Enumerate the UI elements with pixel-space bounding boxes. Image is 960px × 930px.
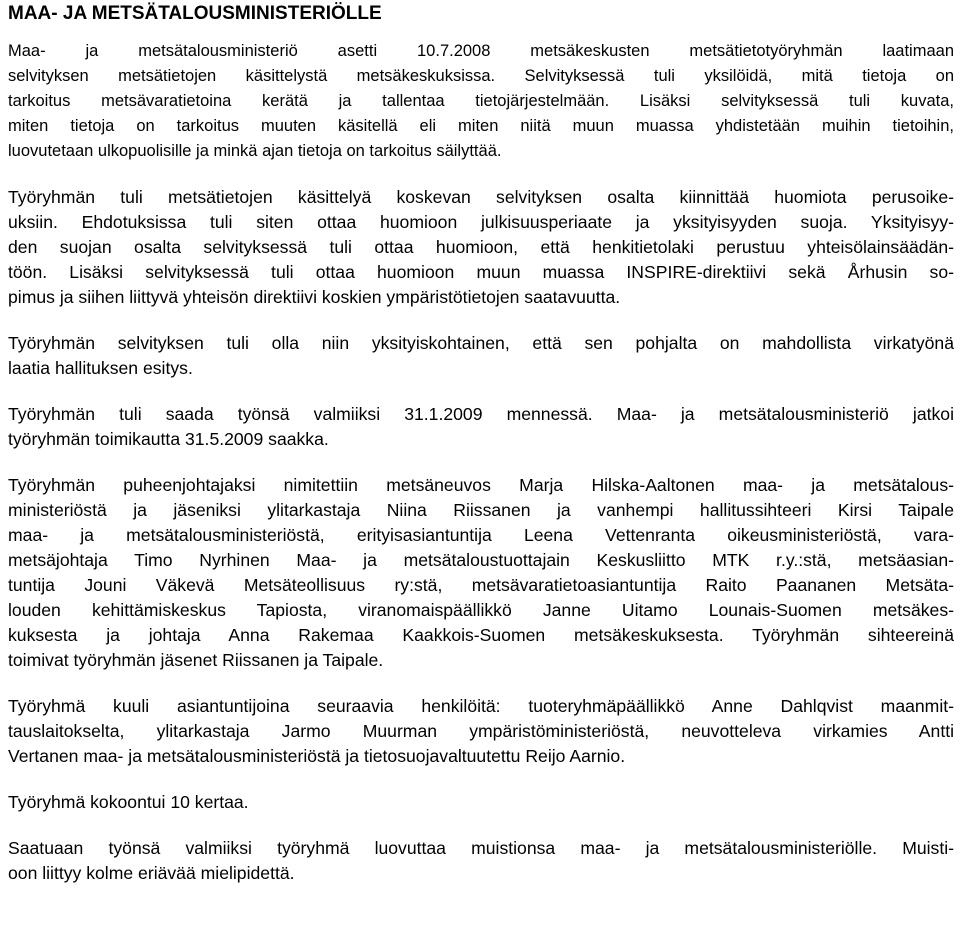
paragraph-line: laatia hallituksen esitys. bbox=[8, 358, 193, 378]
paragraph bbox=[8, 473, 954, 673]
paragraph-line: töön. Lisäksi selvityksessä tuli ottaa huomioon muun muassa INSPIRE-direktiivi sekä Århusin so- bbox=[8, 262, 954, 282]
paragraph-line: maa- ja metsätalousministeriöstä, erityisasiantuntija Leena Vettenranta oikeusministeriöstä, vara- bbox=[8, 525, 954, 545]
paragraph bbox=[8, 836, 954, 886]
paragraph-line: luovutetaan ulkopuolisille ja minkä ajan tietoja on tarkoitus säilyttää. bbox=[8, 142, 502, 160]
paragraph-line: työryhmän toimikautta 31.5.2009 saakka. bbox=[8, 429, 329, 449]
paragraph-line: Saatuaan työnsä valmiiksi työryhmä luovuttaa muistionsa maa- ja metsätalousministeriölle. Muisti- bbox=[8, 838, 954, 858]
paragraph bbox=[8, 790, 954, 815]
paragraph-line: Työryhmän tuli metsätietojen käsittelyä koskevan selvityksen osalta kiinnittää huomiota perusoike- bbox=[8, 187, 954, 207]
paragraph-line: Työryhmän tuli saada työnsä valmiiksi 31.1.2009 mennessä. Maa- ja metsätalousministeriö jatkoi bbox=[8, 404, 954, 424]
paragraph-line: Työryhmän selvityksen tuli olla niin yksityiskohtainen, että sen pohjalta on mahdollista virkatyönä bbox=[8, 333, 954, 353]
paragraph-line: oon liittyy kolme eriävää mielipidettä. bbox=[8, 863, 295, 883]
paragraph-line: selvityksen metsätietojen käsittelystä metsäkeskuksissa. Selvityksessä tuli yksilöidä, mitä tietoja on bbox=[8, 67, 954, 85]
paragraph bbox=[8, 694, 954, 769]
document-page bbox=[8, 0, 954, 886]
paragraph-line: Työryhmä kuuli asiantuntijoina seuraavia henkilöitä: tuoteryhmäpäällikkö Anne Dahlqvist maanmit- bbox=[8, 696, 954, 716]
paragraph bbox=[8, 331, 954, 381]
paragraph-line: tauslaitokselta, ylitarkastaja Jarmo Muurman ympäristöministeriöstä, neuvotteleva virkamies Antti bbox=[8, 721, 954, 741]
paragraph-line: miten tietoja on tarkoitus muuten käsitellä eli miten niitä muun muassa yhdistetään muihin tietoihin, bbox=[8, 117, 954, 135]
paragraph-line: uksiin. Ehdotuksissa tuli siten ottaa huomioon julkisuusperiaate ja yksityisyyden suoja. Yksityisyy- bbox=[8, 212, 954, 232]
paragraph-line: ministeriöstä ja jäseniksi ylitarkastaja Niina Riissanen ja vanhempi hallitussihteeri Kirsi Taipale bbox=[8, 500, 954, 520]
document-heading: MAA- JA METSÄTALOUSMINISTERIÖLLE bbox=[8, 3, 382, 24]
paragraph-line: tuntija Jouni Väkevä Metsäteollisuus ry:stä, metsävaratietoasiantuntija Raito Paananen Metsäta- bbox=[8, 575, 954, 595]
paragraph-line: Työryhmän puheenjohtajaksi nimitettiin metsäneuvos Marja Hilska-Aaltonen maa- ja metsätalous- bbox=[8, 475, 954, 495]
paragraph-line: Työryhmä kokoontui 10 kertaa. bbox=[8, 792, 249, 812]
paragraph bbox=[8, 39, 954, 164]
paragraph-line: pimus ja siihen liittyvä yhteisön direktiivi koskien ympäristötietojen saatavuutta. bbox=[8, 287, 621, 307]
paragraph-line: den suojan osalta selvityksessä tuli ottaa huomioon, että henkitietolaki perustuu yhteisölainsäädän- bbox=[8, 237, 954, 257]
paragraph bbox=[8, 402, 954, 452]
paragraph-line: metsäjohtaja Timo Nyrhinen Maa- ja metsätaloustuottajain Keskusliitto MTK r.y.:stä, metsäasian- bbox=[8, 550, 954, 570]
paragraph bbox=[8, 185, 954, 310]
document-body bbox=[8, 39, 954, 886]
paragraph-line: Vertanen maa- ja metsätalousministeriöstä ja tietosuojavaltuutettu Reijo Aarnio. bbox=[8, 746, 626, 766]
paragraph-line: tarkoitus metsävaratietoina kerätä ja tallentaa tietojärjestelmään. Lisäksi selvityksessä tuli kuvata, bbox=[8, 92, 954, 110]
paragraph-line: toimivat työryhmän jäsenet Riissanen ja Taipale. bbox=[8, 650, 384, 670]
paragraph-line: kuksesta ja johtaja Anna Rakemaa Kaakkois-Suomen metsäkeskuksesta. Työryhmän sihteereinä bbox=[8, 625, 954, 645]
paragraph-line: Maa- ja metsätalousministeriö asetti 10.7.2008 metsäkeskusten metsätietotyöryhmän laatimaan bbox=[8, 42, 954, 60]
paragraph-line: louden kehittämiskeskus Tapiosta, viranomaispäällikkö Janne Uitamo Lounais-Suomen metsäkes- bbox=[8, 600, 954, 620]
